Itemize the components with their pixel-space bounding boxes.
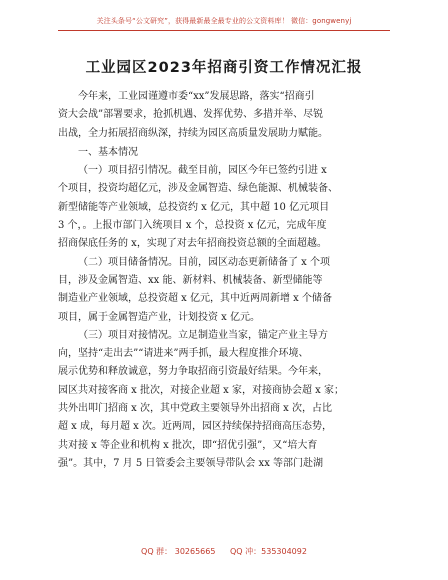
section-heading: 一、基本情况 [78, 146, 138, 158]
paragraph-line: 共对接 x 等企业和机构 x 批次，即“招优引强”，又“培大育 [58, 439, 318, 451]
qq-contact-number: QQ 冲：535304092 [230, 547, 307, 556]
paragraph-line: （三）项目对接情况。立足制造业当家，锚定产业主导方 [78, 329, 328, 341]
paragraph-line: 招商保底任务的 x，实现了对去年招商投资总额的全面超越。 [58, 238, 327, 250]
paragraph-line: 超 x 成，每月超 x 次。近两周，园区持续保持招商高压态势， [58, 421, 332, 433]
paragraph-line: 园区共对接客商 x 批次，对接企业超 x 家，对接商协会超 x 家； [58, 384, 344, 396]
header-divider [58, 30, 390, 31]
paragraph-line: 制造业产业领域，总投资超 x 亿元，其中近两周新增 x 个储备 [58, 293, 332, 305]
paragraph-line: 向，坚持“走出去”“请进来”两手抓，最大程度推介环境、 [58, 348, 309, 360]
paragraph-line: 资大会战”部署要求，抢抓机遇、发挥优势、多措并举、尽锐 [58, 109, 324, 121]
qq-group-number: QQ 群： 30265665 [141, 547, 216, 556]
paragraph-line: 3 个，。上报市部门入统项目 x 个，总投资 x 亿元，完成年度 [58, 220, 327, 232]
paragraph-line: 新型储能等产业领域，总投资约 x 亿元，其中超 10 亿元项目 [58, 201, 330, 213]
paragraph-line: 出战，全力拓展招商纵深，持续为园区高质量发展助力赋能。 [58, 127, 328, 139]
paragraph-line: 项目，属于金属智造产业，计划投资 x 亿元。 [58, 311, 260, 323]
paragraph-line: 展示优势和释放诚意，努力争取招商引资最好结果。今年来， [58, 366, 328, 378]
paragraph-line: （一）项目招引情况。截至目前，园区今年已签约引进 x [78, 165, 327, 177]
paragraph-line: 强”。其中，7 月 5 日管委会主要领导带队会 xx 等部门赴湖 [58, 457, 324, 469]
footer-contact [0, 546, 448, 557]
paragraph-line: （二）项目储备情况。目前，园区动态更新储备了 x 个项 [78, 256, 330, 268]
paragraph-line: 个项目，投资均超亿元，涉及金属智造、绿色能源、机械装备、 [58, 183, 338, 195]
document-body [58, 88, 394, 473]
paragraph-line: 目，涉及金属智造、xx 能、新材料、机械装备、新型储能等 [58, 274, 323, 286]
header-banner: 关注头条号“公文研究”，获得最新最全最专业的公文资料库！ 微信：gongwenyj [96, 17, 352, 25]
document-title: 工业园区2023年招商引资工作情况汇报 [85, 60, 363, 76]
paragraph-line: 今年来，工业园谨遵市委“xx”发展思路，落实“招商引 [78, 91, 315, 102]
paragraph-line: 共外出叩门招商 x 次，其中党政主要领导外出招商 x 次，占比 [58, 403, 332, 415]
